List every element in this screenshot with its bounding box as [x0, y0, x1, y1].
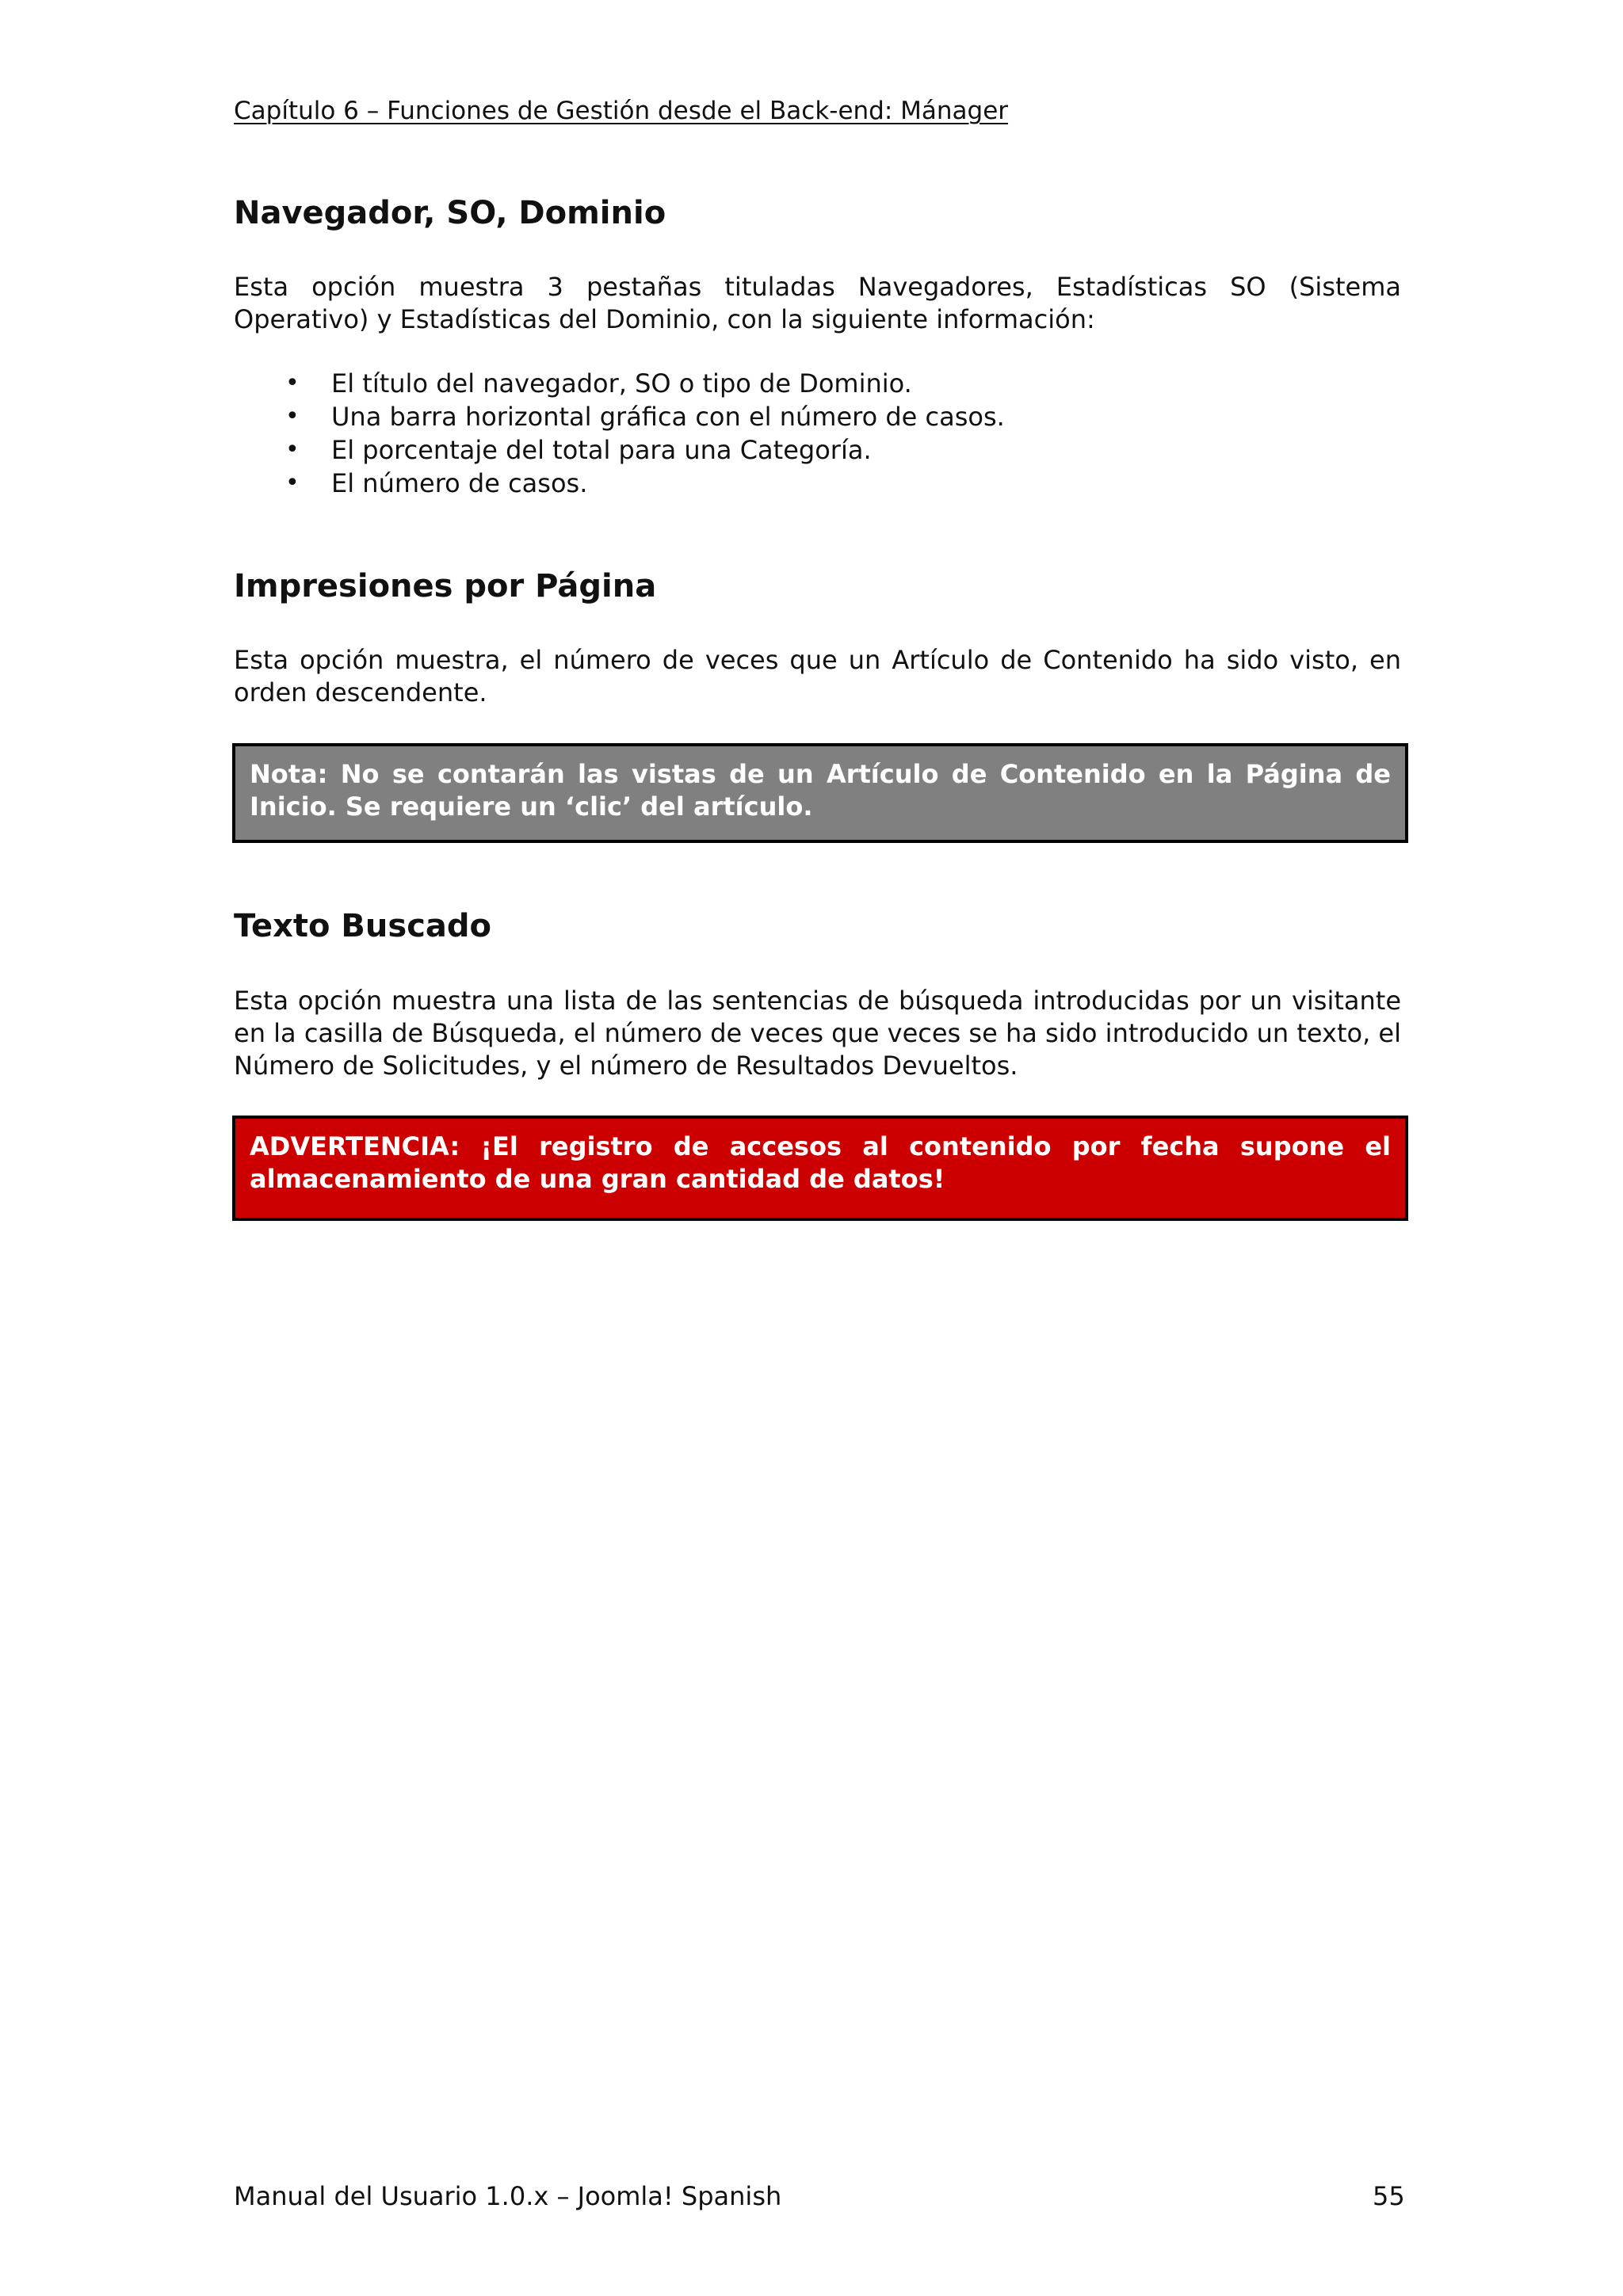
section-title-texto-buscado: Texto Buscado [234, 908, 492, 944]
bullet-icon: • [285, 369, 300, 397]
list-item-text: Una barra horizontal gráfica con el número de casos. [331, 402, 1005, 432]
running-header: Capítulo 6 – Funciones de Gestión desde el Back-end: Mánager [234, 97, 1009, 125]
warning-text: ADVERTENCIA: ¡El registro de accesos al contenido por fecha supone el almacenamiento de una gran cantidad de datos! [250, 1131, 1391, 1194]
section-title-navegador: Navegador, SO, Dominio [234, 195, 666, 231]
note-text: Nota: No se contarán las vistas de un Artículo de Contenido en la Página de Inicio. Se requiere un ‘clic’ del artículo. [250, 759, 1391, 822]
list-item [234, 467, 1005, 500]
list-item-text: El título del navegador, SO o tipo de Dominio. [331, 368, 912, 399]
paragraph-navegador: Esta opción muestra 3 pestañas tituladas Navegadores, Estadísticas SO (Sistema Operativo) y Estadísticas del Dominio, con la siguiente información: [234, 272, 1401, 334]
list-item [234, 367, 1005, 400]
bullet-icon: • [285, 402, 300, 430]
paragraph-impresiones: Esta opción muestra, el número de veces que un Artículo de Contenido ha sido visto, en orden descendente. [234, 645, 1401, 707]
list-item [234, 400, 1005, 433]
section-title-impresiones: Impresiones por Página [234, 568, 657, 605]
paragraph-texto-buscado: Esta opción muestra una lista de las sentencias de búsqueda introducidas por un visitante en la casilla de Búsqueda, el número de veces que veces se ha sido introducido un texto, el Número de Solicitudes, y el número de Resultados Devueltos. [234, 986, 1401, 1081]
bullet-icon: • [285, 436, 300, 463]
bullet-list-navegador [234, 367, 1005, 500]
note-callout [232, 743, 1408, 843]
list-item-text: El porcentaje del total para una Categoría. [331, 435, 872, 465]
warning-callout [232, 1116, 1408, 1221]
footer-page-number: 55 [1373, 2181, 1405, 2211]
list-item-text: El número de casos. [331, 468, 588, 498]
bullet-icon: • [285, 469, 300, 497]
list-item [234, 433, 1005, 467]
footer-manual-title: Manual del Usuario 1.0.x – Joomla! Spanish [234, 2181, 782, 2211]
